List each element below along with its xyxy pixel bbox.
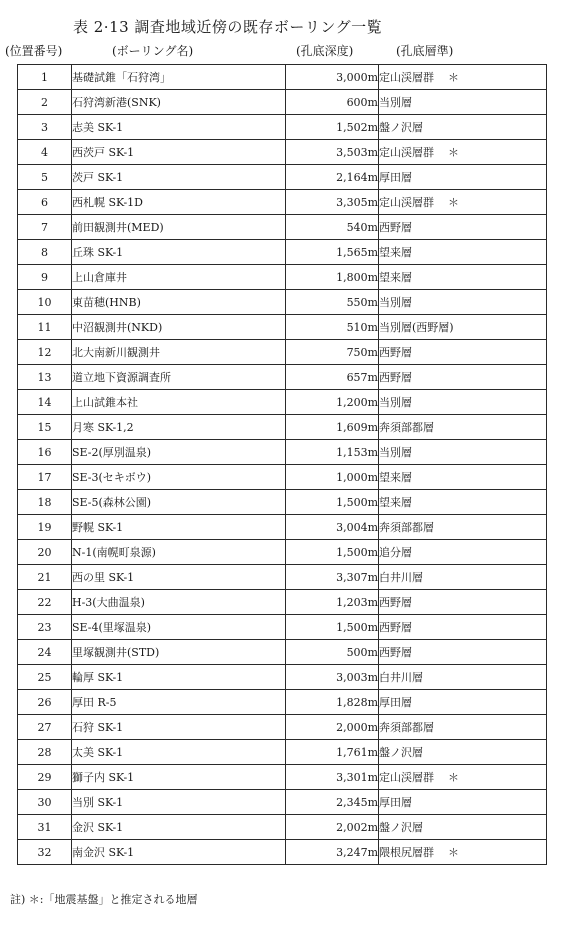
table-row <box>18 565 547 590</box>
position-number-cell: 6 <box>18 190 72 215</box>
layer-name: 奔須部都層 <box>379 521 434 534</box>
depth-cell: 3,301m <box>286 765 379 790</box>
layer-name: 厚田層 <box>379 696 412 709</box>
seismic-basement-mark: ＊ <box>448 196 459 209</box>
layer-cell <box>379 790 547 815</box>
table-row <box>18 840 547 865</box>
layer-name: 定山渓層群 <box>379 771 434 784</box>
layer-cell <box>379 465 547 490</box>
seismic-basement-mark: ＊ <box>448 846 459 859</box>
table-row <box>18 340 547 365</box>
layer-name: 西野層 <box>379 371 412 384</box>
layer-cell <box>379 590 547 615</box>
layer-name: 盤ノ沢層 <box>379 821 423 834</box>
header-boring-name: (ボーリング名) <box>112 44 194 58</box>
depth-cell: 3,305m <box>286 190 379 215</box>
table-row <box>18 790 547 815</box>
layer-cell <box>379 740 547 765</box>
depth-cell: 500m <box>286 640 379 665</box>
table-row <box>18 265 547 290</box>
table-row <box>18 640 547 665</box>
table-row <box>18 240 547 265</box>
layer-cell <box>379 190 547 215</box>
depth-cell: 1,500m <box>286 615 379 640</box>
depth-cell: 3,307m <box>286 565 379 590</box>
layer-cell <box>379 115 547 140</box>
table-row <box>18 590 547 615</box>
depth-cell: 1,203m <box>286 590 379 615</box>
position-number-cell: 19 <box>18 515 72 540</box>
table-row <box>18 315 547 340</box>
layer-name: 追分層 <box>379 546 412 559</box>
table-row <box>18 740 547 765</box>
depth-cell: 600m <box>286 90 379 115</box>
seismic-basement-mark: ＊ <box>448 71 459 84</box>
layer-name: 西野層 <box>379 621 412 634</box>
layer-cell <box>379 765 547 790</box>
layer-cell <box>379 265 547 290</box>
layer-name: 西野層 <box>379 221 412 234</box>
seismic-basement-mark: ＊ <box>448 146 459 159</box>
boring-name-cell: 前田観測井(MED) <box>72 215 286 240</box>
table-title: 表 2·13 調査地域近傍の既存ボーリング一覧 <box>73 18 383 36</box>
position-number-cell: 2 <box>18 90 72 115</box>
layer-cell <box>379 565 547 590</box>
depth-cell: 1,609m <box>286 415 379 440</box>
boring-name-cell: SE-4(里塚温泉) <box>72 615 286 640</box>
layer-cell <box>379 340 547 365</box>
layer-name: 当別層 <box>379 296 412 309</box>
layer-cell <box>379 690 547 715</box>
boring-table <box>17 64 547 865</box>
position-number-cell: 27 <box>18 715 72 740</box>
depth-cell: 1,000m <box>286 465 379 490</box>
layer-cell <box>379 365 547 390</box>
boring-name-cell: SE-3(セキボウ) <box>72 465 286 490</box>
depth-cell: 510m <box>286 315 379 340</box>
position-number-cell: 10 <box>18 290 72 315</box>
position-number-cell: 22 <box>18 590 72 615</box>
table-row <box>18 665 547 690</box>
depth-cell: 1,200m <box>286 390 379 415</box>
boring-name-cell: 南金沢 SK-1 <box>72 840 286 865</box>
table-row <box>18 765 547 790</box>
depth-cell: 1,500m <box>286 490 379 515</box>
layer-name: 盤ノ沢層 <box>379 746 423 759</box>
header-layer: (孔底層準) <box>396 44 454 58</box>
layer-name: 当別層 <box>379 396 412 409</box>
layer-cell <box>379 440 547 465</box>
position-number-cell: 32 <box>18 840 72 865</box>
layer-cell <box>379 665 547 690</box>
depth-cell: 1,800m <box>286 265 379 290</box>
boring-name-cell: 中沼観測井(NKD) <box>72 315 286 340</box>
depth-cell: 1,828m <box>286 690 379 715</box>
position-number-cell: 9 <box>18 265 72 290</box>
boring-name-cell: 丘珠 SK-1 <box>72 240 286 265</box>
layer-name: 当別層(西野層) <box>379 321 454 334</box>
position-number-cell: 20 <box>18 540 72 565</box>
boring-name-cell: 東苗穂(HNB) <box>72 290 286 315</box>
layer-name: 西野層 <box>379 596 412 609</box>
table-row <box>18 465 547 490</box>
table-row <box>18 365 547 390</box>
boring-name-cell: 上山試錐本社 <box>72 390 286 415</box>
depth-cell: 657m <box>286 365 379 390</box>
table-row <box>18 615 547 640</box>
layer-cell <box>379 390 547 415</box>
layer-cell <box>379 615 547 640</box>
table-row <box>18 115 547 140</box>
layer-name: 定山渓層群 <box>379 71 434 84</box>
header-depth: (孔底深度) <box>296 44 354 58</box>
layer-name: 白井川層 <box>379 671 423 684</box>
boring-name-cell: 基礎試錐「石狩湾」 <box>72 65 286 90</box>
depth-cell: 1,153m <box>286 440 379 465</box>
layer-cell <box>379 90 547 115</box>
boring-name-cell: 上山倉庫井 <box>72 265 286 290</box>
layer-cell <box>379 640 547 665</box>
boring-name-cell: N-1(南幌町泉源) <box>72 540 286 565</box>
table-row <box>18 690 547 715</box>
layer-name: 盤ノ沢層 <box>379 121 423 134</box>
layer-cell <box>379 240 547 265</box>
boring-name-cell: 獅子内 SK-1 <box>72 765 286 790</box>
position-number-cell: 12 <box>18 340 72 365</box>
layer-name: 厚田層 <box>379 796 412 809</box>
layer-cell <box>379 165 547 190</box>
layer-name: 西野層 <box>379 646 412 659</box>
depth-cell: 3,247m <box>286 840 379 865</box>
position-number-cell: 13 <box>18 365 72 390</box>
position-number-cell: 29 <box>18 765 72 790</box>
layer-name: 望来層 <box>379 271 412 284</box>
layer-cell <box>379 840 547 865</box>
position-number-cell: 5 <box>18 165 72 190</box>
table-row <box>18 140 547 165</box>
table-row <box>18 65 547 90</box>
boring-name-cell: 月寒 SK-1,2 <box>72 415 286 440</box>
boring-name-cell: 厚田 R-5 <box>72 690 286 715</box>
depth-cell: 750m <box>286 340 379 365</box>
layer-name: 望来層 <box>379 471 412 484</box>
boring-name-cell: 西札幌 SK-1D <box>72 190 286 215</box>
boring-name-cell: 石狩 SK-1 <box>72 715 286 740</box>
boring-name-cell: 野幌 SK-1 <box>72 515 286 540</box>
boring-name-cell: 輪厚 SK-1 <box>72 665 286 690</box>
layer-cell <box>379 815 547 840</box>
position-number-cell: 25 <box>18 665 72 690</box>
boring-name-cell: SE-2(厚別温泉) <box>72 440 286 465</box>
table-row <box>18 415 547 440</box>
layer-name: 望来層 <box>379 496 412 509</box>
position-number-cell: 24 <box>18 640 72 665</box>
table-row <box>18 215 547 240</box>
boring-name-cell: 茨戸 SK-1 <box>72 165 286 190</box>
boring-name-cell: 金沢 SK-1 <box>72 815 286 840</box>
table-row <box>18 290 547 315</box>
position-number-cell: 8 <box>18 240 72 265</box>
position-number-cell: 7 <box>18 215 72 240</box>
depth-cell: 3,003m <box>286 665 379 690</box>
table-row <box>18 90 547 115</box>
depth-cell: 2,002m <box>286 815 379 840</box>
layer-name: 奔須部都層 <box>379 721 434 734</box>
layer-name: 望来層 <box>379 246 412 259</box>
boring-name-cell: H-3(大曲温泉) <box>72 590 286 615</box>
footnote: 註) ＊:「地震基盤」と推定される地層 <box>10 893 198 906</box>
depth-cell: 1,502m <box>286 115 379 140</box>
layer-cell <box>379 290 547 315</box>
position-number-cell: 30 <box>18 790 72 815</box>
layer-name: 定山渓層群 <box>379 146 434 159</box>
layer-cell <box>379 515 547 540</box>
boring-name-cell: 志美 SK-1 <box>72 115 286 140</box>
table-row <box>18 390 547 415</box>
boring-name-cell: 石狩湾新港(SNK) <box>72 90 286 115</box>
layer-cell <box>379 65 547 90</box>
layer-cell <box>379 415 547 440</box>
position-number-cell: 31 <box>18 815 72 840</box>
layer-name: 白井川層 <box>379 571 423 584</box>
depth-cell: 1,500m <box>286 540 379 565</box>
table-row <box>18 540 547 565</box>
layer-name: 隈根尻層群 <box>379 846 434 859</box>
header-position-number: (位置番号) <box>5 44 63 58</box>
table-row <box>18 515 547 540</box>
position-number-cell: 16 <box>18 440 72 465</box>
seismic-basement-mark: ＊ <box>448 771 459 784</box>
position-number-cell: 28 <box>18 740 72 765</box>
boring-name-cell: 西茨戸 SK-1 <box>72 140 286 165</box>
table-row <box>18 440 547 465</box>
position-number-cell: 1 <box>18 65 72 90</box>
layer-name: 当別層 <box>379 446 412 459</box>
position-number-cell: 21 <box>18 565 72 590</box>
layer-name: 西野層 <box>379 346 412 359</box>
position-number-cell: 4 <box>18 140 72 165</box>
table-row <box>18 190 547 215</box>
layer-name: 奔須部都層 <box>379 421 434 434</box>
layer-cell <box>379 540 547 565</box>
table-row <box>18 165 547 190</box>
boring-name-cell: SE-5(森林公園) <box>72 490 286 515</box>
depth-cell: 3,004m <box>286 515 379 540</box>
boring-name-cell: 道立地下資源調査所 <box>72 365 286 390</box>
position-number-cell: 18 <box>18 490 72 515</box>
boring-name-cell: 太美 SK-1 <box>72 740 286 765</box>
position-number-cell: 15 <box>18 415 72 440</box>
layer-cell <box>379 215 547 240</box>
boring-name-cell: 西の里 SK-1 <box>72 565 286 590</box>
position-number-cell: 3 <box>18 115 72 140</box>
depth-cell: 3,503m <box>286 140 379 165</box>
depth-cell: 2,000m <box>286 715 379 740</box>
position-number-cell: 11 <box>18 315 72 340</box>
boring-name-cell: 里塚観測井(STD) <box>72 640 286 665</box>
layer-name: 定山渓層群 <box>379 196 434 209</box>
depth-cell: 1,761m <box>286 740 379 765</box>
position-number-cell: 26 <box>18 690 72 715</box>
depth-cell: 2,345m <box>286 790 379 815</box>
table-row <box>18 715 547 740</box>
position-number-cell: 23 <box>18 615 72 640</box>
depth-cell: 540m <box>286 215 379 240</box>
position-number-cell: 14 <box>18 390 72 415</box>
boring-name-cell: 北大南新川観測井 <box>72 340 286 365</box>
position-number-cell: 17 <box>18 465 72 490</box>
layer-cell <box>379 490 547 515</box>
layer-name: 厚田層 <box>379 171 412 184</box>
depth-cell: 1,565m <box>286 240 379 265</box>
depth-cell: 2,164m <box>286 165 379 190</box>
layer-cell <box>379 315 547 340</box>
table-row <box>18 815 547 840</box>
table-row <box>18 490 547 515</box>
depth-cell: 3,000m <box>286 65 379 90</box>
layer-name: 当別層 <box>379 96 412 109</box>
layer-cell <box>379 715 547 740</box>
layer-cell <box>379 140 547 165</box>
boring-name-cell: 当別 SK-1 <box>72 790 286 815</box>
depth-cell: 550m <box>286 290 379 315</box>
